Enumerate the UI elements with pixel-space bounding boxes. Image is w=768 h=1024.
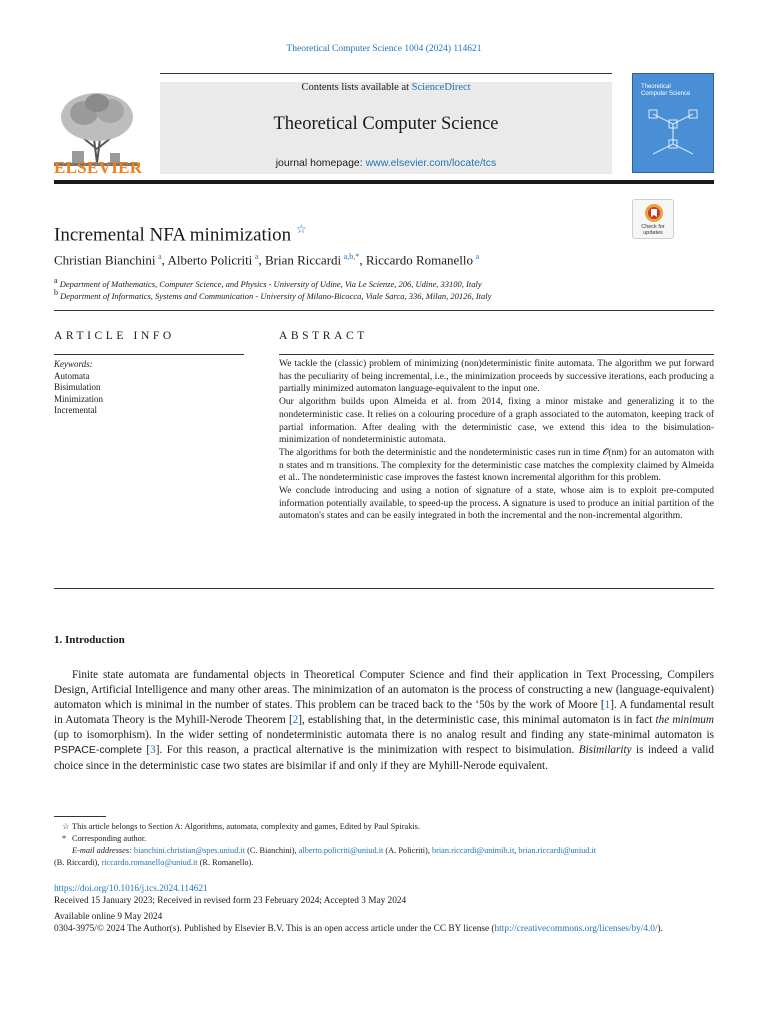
author-affiliation-mark[interactable]: a (475, 252, 480, 261)
complexity-class: PSPACE-complete (54, 744, 142, 757)
author-name: Riccardo Romanello (365, 252, 474, 268)
sciencedirect-link[interactable]: ScienceDirect (411, 82, 471, 93)
author-name: Brian Riccardi (264, 252, 342, 268)
journal-cover-image (632, 73, 714, 173)
doi-link[interactable]: https://doi.org/10.1016/j.tcs.2024.114621 (54, 884, 208, 894)
intro-text-run: [ (141, 744, 151, 757)
check-updates-line2: updates (643, 230, 663, 236)
keywords-label: Keywords: (54, 359, 93, 369)
email-owner: (B. Riccardi), (54, 858, 102, 867)
intro-text-run: is indeed a valid choice since in the deterministic case two states are bisimilar if and only if they are Myhill-Nerode equivalent. (54, 744, 714, 772)
intro-emphasis: Bisimilarity (578, 744, 632, 757)
footnote-text: Corresponding author. (72, 834, 147, 843)
check-updates-line1: Check for (641, 224, 665, 230)
cover-title-line2: Computer Science (641, 91, 691, 97)
abstract-paragraph: Our algorithm builds upon Almeida et al. from 2014, fixing a minor mistake and generalizing it to the nondeterministic case. It relies on a colouring procedure of a graph associated to the automaton, keeping track of partial information. After dealing with the deterministic case, we extend this idea to the bisimulation-minimization of nondeterministic automata. (279, 397, 714, 446)
cc-license-link[interactable]: http://creativecommons.org/licenses/by/4.0/ (494, 924, 658, 934)
intro-emphasis: the minimum (655, 714, 714, 727)
email-label: E-mail addresses: (72, 846, 134, 855)
email-link[interactable]: brian.riccardi@uniud.it (518, 846, 597, 855)
affiliation-a (54, 276, 482, 289)
intro-text-run: Finite state automata are fundamental objects in Theoretical Computer Science and find their application in Text Processing, Compilers Design, Artificial Intelligence and many other areas. The minimization of an automaton is the process of constructing a new (language-equivalent) automaton which is minimal in the number of states. This problem can be traced back to the ‘50s by the work of Moore [ (54, 669, 714, 712)
author-affiliation-mark[interactable]: a (254, 252, 259, 261)
footnote-emails-cont (54, 857, 714, 869)
keyword-item: Bisimulation (54, 382, 101, 392)
corresponding-mark: * (62, 834, 67, 843)
available-online: Available online 9 May 2024 (54, 912, 163, 922)
affiliation-mark: b (54, 288, 58, 297)
affiliation-text: Department of Mathematics, Computer Science, and Physics - University of Udine, Via Le Scienze, 206, Udine, 33100, Italy (59, 278, 482, 289)
email-owner: , (514, 846, 519, 855)
masthead-top-rule (160, 73, 612, 74)
header-divider (54, 310, 714, 311)
intro-text-run: ]. For this reason, a practical alternative is the minimization with respect to bisimulation. (155, 744, 579, 757)
abstract-heading: ABSTRACT (279, 330, 368, 342)
abstract-rule (279, 354, 714, 355)
email-owner: (R. Romanello). (197, 858, 254, 867)
footnote-text: This article belongs to Section A: Algorithms, automata, complexity and games, Edited by Paul Spirakis. (72, 822, 420, 831)
check-updates-icon (644, 203, 664, 223)
license-text: 0304-3975/© 2024 The Author(s). Published by Elsevier B.V. This is an open access article under the CC BY license ( (54, 924, 495, 934)
journal-reference[interactable]: Theoretical Computer Science 1004 (2024) 114621 (286, 44, 482, 54)
check-for-updates-button[interactable] (632, 199, 674, 239)
elsevier-wordmark: ELSEVIER (54, 158, 143, 177)
affiliation-b (54, 288, 491, 301)
abstract-bottom-rule (54, 588, 714, 589)
keyword-item: Automata (54, 370, 90, 381)
license-statement (54, 923, 714, 935)
abstract-body (279, 358, 714, 523)
paper-title (54, 222, 307, 246)
email-owner: (A. Policriti), (383, 846, 432, 855)
footnote-star-icon: ☆ (62, 822, 70, 831)
abstract-paragraph: We tackle the (classic) problem of minimizing (non)deterministic finite automata. The algorithm we put forward has the peculiarity of being incremental, i.e., the minimization proceeds by successive iterations, each producing a partially minimized automaton language-equivalent to the input one. (279, 359, 714, 395)
journal-title: Theoretical Computer Science (273, 114, 499, 134)
author-name: Alberto Policriti (167, 252, 253, 268)
footnote-corresponding (54, 833, 714, 845)
journal-homepage-link[interactable]: www.elsevier.com/locate/tcs (365, 157, 497, 169)
publication-info (54, 883, 714, 935)
email-link[interactable]: brian.riccardi@unimib.it (431, 846, 515, 855)
homepage-prefix: journal homepage: (275, 157, 366, 169)
author-list: Christian Bianchini $^a$, Alberto Policriti $^a$, Brian Riccardi $^{a,b,*}$, Riccardo Romanello $^a$ (54, 252, 480, 268)
footnote-star (54, 821, 714, 833)
author-name: Christian Bianchini (54, 252, 156, 268)
intro-text-run: (up to isomorphism). In the wider setting of nondeterministic automata there is no analog result and finding any state-minimal automaton is (54, 729, 714, 742)
author-affiliation-mark[interactable]: a,b,* (343, 252, 360, 261)
footnote-rule (54, 816, 106, 817)
author-affiliation-mark[interactable]: a (158, 252, 162, 261)
article-info-heading: ARTICLE INFO (54, 330, 175, 342)
abstract-paragraph: We conclude introducing and using a notion of signature of a state, whose aim is to exploit pre-computed information potentially available, to speed-up the process. A signature is used to produce an initial partition of the automaton's states and can be easily integrated in both the incremental and the non-incremental algorithm. (279, 486, 714, 522)
email-link[interactable]: riccardo.romanello@uniud.it (101, 858, 198, 867)
contents-prefix: Contents lists available at (301, 82, 412, 93)
footnotes (54, 821, 714, 869)
check-updates-label (633, 224, 673, 236)
intro-text-run: ]. A fundamental result in Automata Theory is the Myhill-Nerode Theorem [ (54, 699, 714, 727)
license-end: ). (657, 924, 663, 934)
abstract-paragraph: The algorithms for both the deterministic and the nondeterministic cases run in time 𝒪(nm) for an automaton with n states and m transitions. The complexity for the deterministic case matches the complexity claimed by Almeida et al.. The nondeterministic case improves the fastest known incremental algorithm for this problem. (279, 447, 714, 484)
introduction-heading: 1. Introduction (54, 634, 125, 646)
article-info-rule (54, 354, 244, 355)
footnote-emails (54, 845, 714, 857)
homepage-line (160, 157, 612, 169)
paper-title-text: Incremental NFA minimization (54, 224, 292, 246)
email-link[interactable]: bianchini.christian@spes.uniud.it (133, 846, 246, 855)
email-link[interactable]: alberto.policriti@uniud.it (298, 846, 384, 855)
keyword-item: Minimization (54, 393, 103, 404)
cover-title-line1: Theoretical (641, 84, 671, 90)
citation-link[interactable]: 2 (292, 714, 299, 727)
affiliation-text: Department of Informatics, Systems and Communication - University of Milano-Bicocca, Viale Sarca, 336, Milan, 20126, Italy (60, 290, 492, 301)
masthead-bottom-rule (54, 180, 714, 184)
contents-line (160, 82, 612, 93)
citation-link[interactable]: 3 (150, 744, 156, 757)
affiliation-mark: a (54, 276, 58, 285)
title-footnote-star-icon[interactable]: ☆ (295, 222, 307, 236)
received-dates: Received 15 January 2023; Received in revised form 23 February 2024; Accepted 3 May 2024 (54, 896, 407, 906)
keyword-item: Incremental (54, 405, 97, 415)
intro-text-run: ], establishing that, in the deterministic case, this minimal automaton is in fact (298, 714, 656, 727)
citation-link[interactable]: 1 (604, 699, 611, 712)
cover-title (641, 84, 690, 98)
introduction-paragraph (54, 668, 714, 774)
keywords-block (54, 359, 244, 417)
cover-graph-icon (643, 104, 703, 164)
email-owner: (C. Bianchini), (245, 846, 299, 855)
